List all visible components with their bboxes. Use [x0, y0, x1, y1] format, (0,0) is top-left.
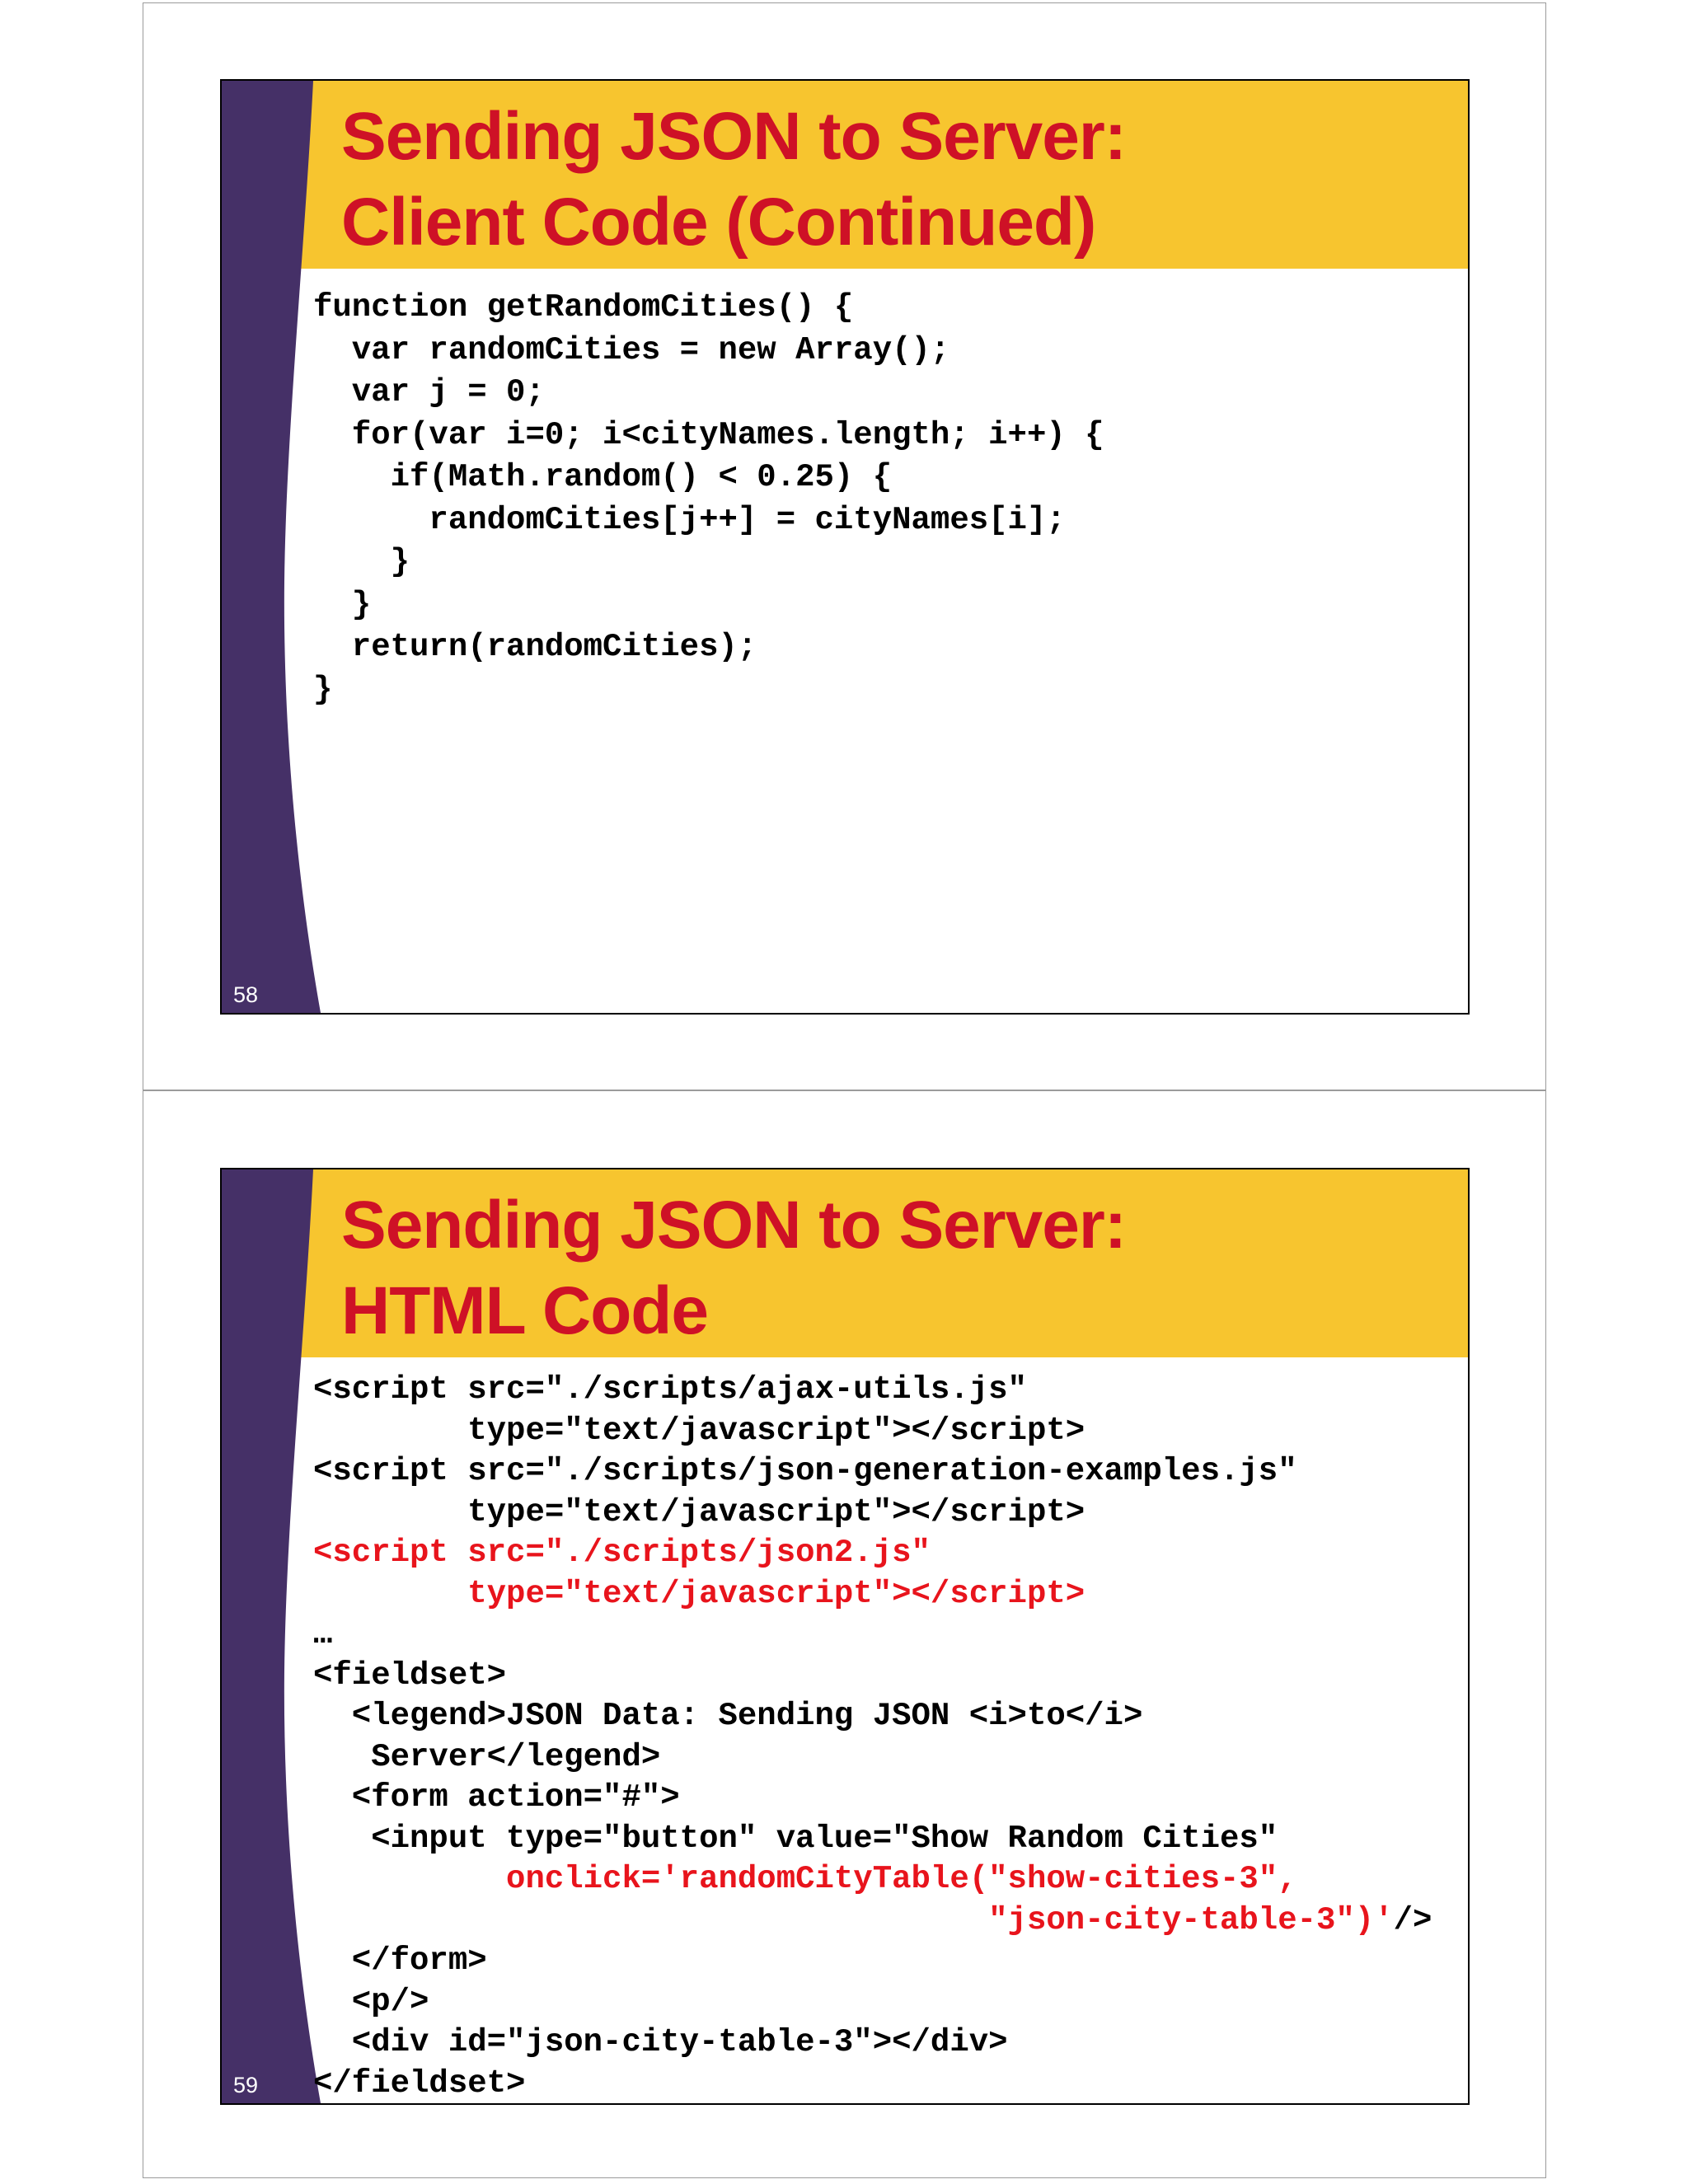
code-line: }: [313, 544, 410, 580]
slide-title: [341, 94, 1126, 265]
code-line: </fieldset>: [313, 2064, 526, 2102]
code-line: <legend>JSON Data: Sending JSON <i>to</i>: [313, 1698, 1143, 1734]
code-line: …: [313, 1616, 333, 1652]
code-line: type="text/javascript"></script>: [313, 1575, 1085, 1612]
slide-title: [341, 1183, 1126, 1354]
document-page-2: [143, 1090, 1546, 2178]
code-line: type="text/javascript"></script>: [313, 1493, 1085, 1530]
code-line: <script src="./scripts/ajax-utils.js": [313, 1371, 1027, 1408]
code-line: <script src="./scripts/json-generation-examples.js": [313, 1453, 1297, 1489]
code-line: if(Math.random() < 0.25) {: [313, 459, 893, 495]
purple-swoosh: [222, 81, 325, 1013]
code-line: <fieldset>: [313, 1657, 507, 1694]
code-line: function getRandomCities() {: [313, 289, 854, 326]
code-block: [313, 287, 1104, 711]
page-number: 58: [233, 982, 259, 1007]
code-line: <input type="button" value="Show Random Cities": [313, 1820, 1278, 1857]
code-line: }: [313, 586, 372, 623]
code-line: onclick='randomCityTable("show-cities-3",: [313, 1861, 1297, 1897]
slide-title-line-1: Sending JSON to Server:: [341, 1188, 1127, 1263]
code-line: type="text/javascript"></script>: [313, 1412, 1085, 1449]
code-line: <p/>: [313, 1983, 429, 2020]
code-line: var randomCities = new Array();: [313, 331, 950, 368]
page-number: 59: [233, 2073, 259, 2097]
code-block: [313, 1370, 1432, 2104]
purple-swoosh: [222, 1169, 325, 2103]
code-line: <script src="./scripts/json2.js": [313, 1535, 931, 1571]
slide-title-line-2: Client Code (Continued): [341, 185, 1096, 260]
document-page-1: [143, 2, 1546, 1090]
slide-59: [220, 1168, 1470, 2105]
code-line: </form>: [313, 1943, 487, 1979]
code-line: "json-city-table-3")'/>: [313, 1901, 1432, 1938]
code-line: return(randomCities);: [313, 629, 757, 665]
code-line: for(var i=0; i<cityNames.length; i++) {: [313, 416, 1104, 453]
code-line: Server</legend>: [313, 1738, 661, 1775]
code-line: <form action="#">: [313, 1779, 680, 1816]
slide-title-line-1: Sending JSON to Server:: [341, 99, 1127, 174]
code-line: var j = 0;: [313, 374, 545, 410]
code-line: }: [313, 671, 333, 708]
code-line: randomCities[j++] = cityNames[i];: [313, 501, 1066, 538]
code-line: <div id="json-city-table-3"></div>: [313, 2024, 1008, 2060]
slide-title-line-2: HTML Code: [341, 1273, 709, 1348]
slide-58: [220, 79, 1470, 1015]
